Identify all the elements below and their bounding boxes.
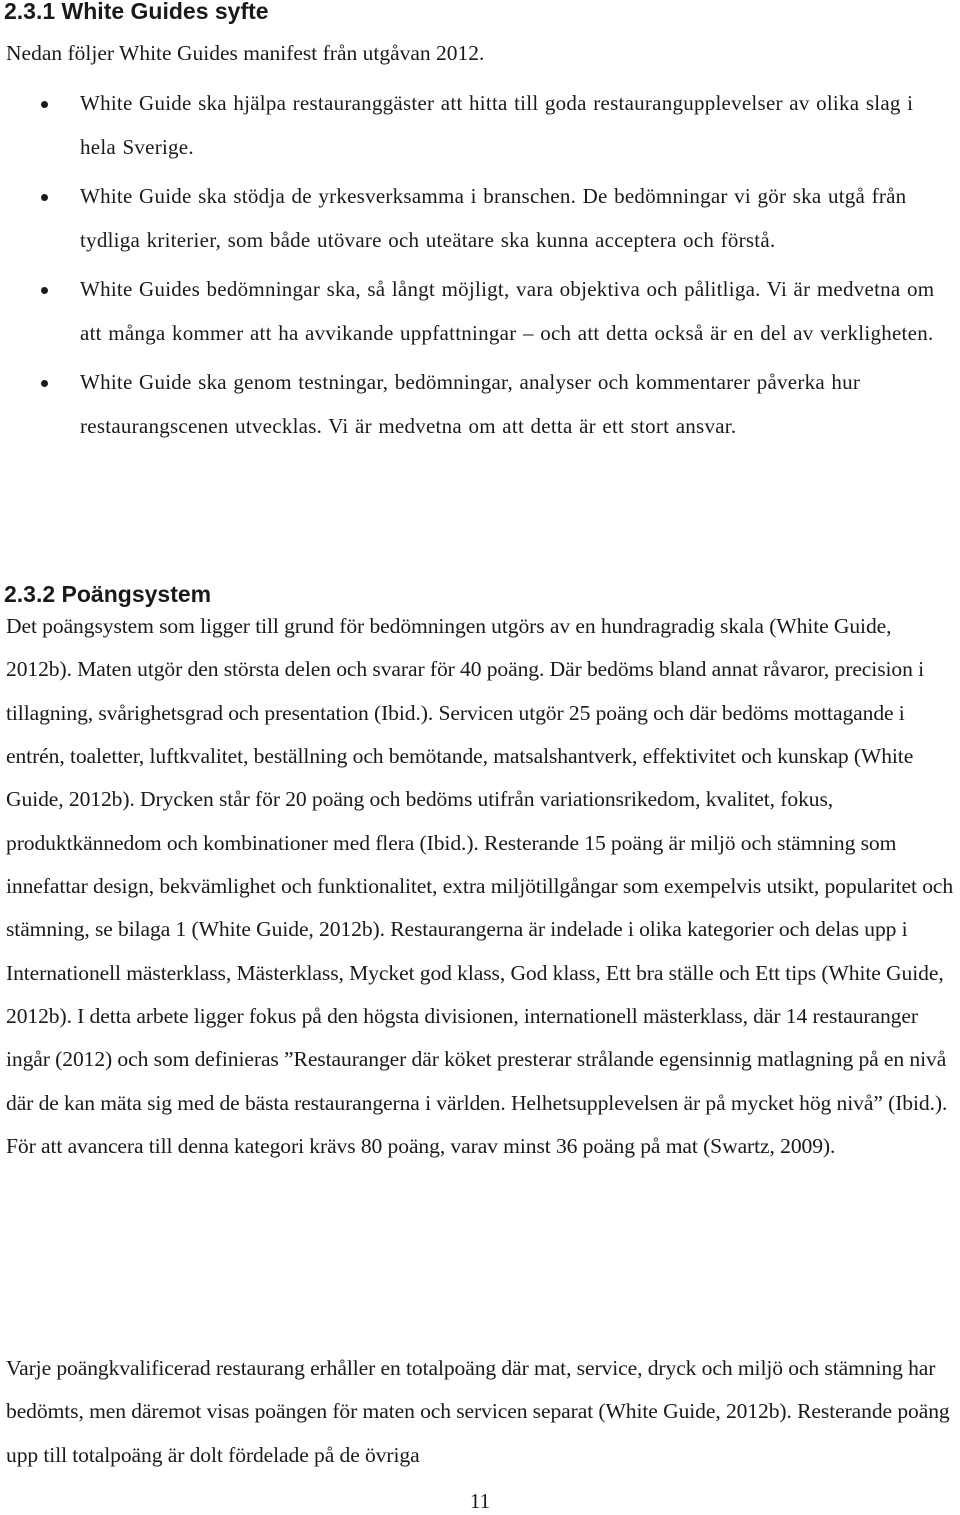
bullet-dot-icon <box>41 287 48 294</box>
bullet-text: White Guide ska genom testningar, bedömningar, analyser och kommentarer påverka hur restaurangscenen utvecklas. Vi är medvetna om att detta är ett stort ansvar. <box>80 370 861 438</box>
bullet-dot-icon <box>41 380 48 387</box>
body-paragraph-totalpoang: Varje poängkvalificerad restaurang erhåller en totalpoäng där mat, service, dryck och miljö och stämning har bedömts, men däremot visas poängen för maten och servicen separat (White Guide, 2012b). Resterande poäng upp till totalpoäng är dolt fördelade på de övriga <box>6 1356 950 1467</box>
bullet-dot-icon <box>41 101 48 108</box>
section-heading-white-guides-syfte: 2.3.1 White Guides syfte <box>4 0 269 24</box>
bullet-item <box>0 81 955 169</box>
bullet-text: White Guides bedömningar ska, så långt möjligt, vara objektiva och pålitliga. Vi är medvetna om att många kommer att ha avvikande uppfattningar – och att detta också är en del av verkligheten. <box>80 277 935 345</box>
section-heading-poangsystem: 2.3.2 Poängsystem <box>4 581 212 607</box>
bullet-item <box>0 174 955 262</box>
bullet-text: White Guide ska hjälpa restauranggäster att hitta till goda restaurangupplevelser av olika slag i hela Sverige. <box>80 91 914 159</box>
bullet-text: White Guide ska stödja de yrkesverksamma i branschen. De bedömningar vi gör ska utgå från tydliga kriterier, som både utövare och uteätare ska kunna acceptera och förstå. <box>80 184 907 252</box>
intro-text: Nedan följer White Guides manifest från utgåvan 2012. <box>6 41 485 65</box>
manifest-bullet-list <box>0 81 960 453</box>
bullet-item <box>0 267 955 355</box>
bullet-item <box>0 360 955 448</box>
body-paragraph-poangsystem: Det poängsystem som ligger till grund för bedömningen utgörs av en hundragradig skala (White Guide, 2012b). Maten utgör den största delen och svarar för 40 poäng. Där bedöms bland annat råvaror, precision i tillagning, svårighetsgrad och presentation (Ibid.). Servicen utgör 25 poäng och där bedöms mottagande i entrén, toaletter, luftkvalitet, beställning och bemötande, matsalshantverk, effektivitet och kunskap (White Guide, 2012b). Drycken står för 20 poäng och bedöms utifrån variationsrikedom, kvalitet, fokus, produktkännedom och kombinationer med flera (Ibid.). Resterande 15 poäng är miljö och stämning som innefattar design, bekvämlighet och funktionalitet, extra miljötillgångar som exempelvis utsikt, popularitet och stämning, se bilaga 1 (White Guide, 2012b). Restaurangerna är indelade i olika kategorier och delas upp i Internationell mästerklass, Mästerklass, Mycket god klass, God klass, Ett bra ställe och Ett tips (White Guide, 2012b). I detta arbete ligger fokus på den högsta divisionen, internationell mästerklass, där 14 restauranger ingår (2012) och som definieras ”Restauranger där köket presterar strålande egensinnig matlagning på en nivå där de kan mäta sig med de bästa restaurangerna i världen. Helhetsupplevelsen är på mycket hög nivå” (Ibid.). För att avancera till denna kategori krävs 80 poäng, varav minst 36 poäng på mat (Swartz, 2009). <box>6 614 954 1159</box>
bullet-dot-icon <box>41 194 48 201</box>
page-number: 11 <box>469 1489 491 1513</box>
